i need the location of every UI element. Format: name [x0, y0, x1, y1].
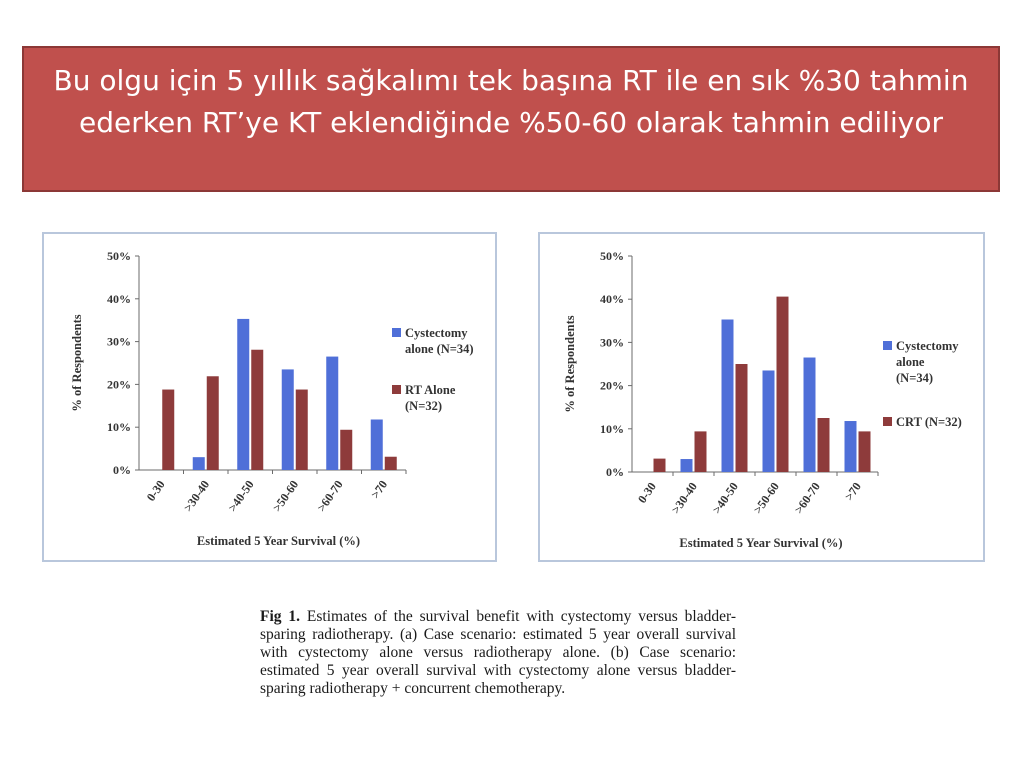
- chart-a-x-axis-label: Estimated 5 Year Survival (%): [196, 534, 361, 548]
- chart-b-legend-label: (N=34): [896, 371, 933, 385]
- chart-b-bar: [859, 431, 871, 472]
- chart-b-x-tick-label: >60-70: [791, 479, 823, 517]
- chart-a-bar: [296, 390, 308, 470]
- chart-b-x-tick-label: >70: [841, 479, 864, 504]
- figure-caption-label: Fig 1.: [260, 608, 301, 625]
- chart-a-bar: [282, 369, 294, 470]
- chart-a-x-tick-label: >50-60: [269, 477, 302, 515]
- chart-a-x-tick-label: >30-40: [180, 477, 213, 515]
- chart-a-bar: [237, 319, 249, 470]
- chart-b-legend-swatch: [883, 417, 892, 426]
- chart-a-y-tick-label: 40%: [107, 291, 131, 306]
- chart-a-x-tick-label: 0-30: [143, 477, 168, 504]
- chart-a-bar: [162, 390, 174, 470]
- chart-b-x-tick-label: >30-40: [668, 479, 700, 517]
- chart-a-x-tick-label: >70: [367, 477, 391, 502]
- chart-a-bar: [371, 419, 383, 470]
- chart-b-bar: [695, 431, 707, 472]
- chart-b-y-tick-label: 40%: [600, 292, 624, 307]
- chart-b-bar: [845, 421, 857, 472]
- chart-b-bar: [804, 358, 816, 472]
- chart-a-bar: [207, 376, 219, 470]
- chart-b-legend-label: CRT (N=32): [896, 415, 962, 429]
- figure-caption: [260, 608, 736, 698]
- chart-b-bar: [763, 370, 775, 472]
- chart-a-bar: [340, 430, 352, 470]
- chart-b-legend-label: alone: [896, 355, 925, 369]
- chart-b-y-tick-label: 10%: [600, 421, 624, 436]
- chart-b-bar: [818, 418, 830, 472]
- chart-b-x-tick-label: 0-30: [634, 479, 659, 506]
- chart-b-bar: [736, 364, 748, 472]
- chart-b-y-tick-label: 20%: [600, 378, 624, 393]
- chart-panel-a: [42, 232, 497, 562]
- chart-a-svg: [44, 234, 499, 564]
- chart-b-x-axis-label: Estimated 5 Year Survival (%): [679, 536, 843, 550]
- chart-b-svg: [540, 234, 987, 564]
- chart-a-bar: [385, 457, 397, 470]
- chart-a-y-tick-label: 20%: [107, 377, 131, 392]
- chart-a-y-axis-label: % of Respondents: [70, 314, 84, 412]
- chart-b-y-tick-label: 50%: [600, 249, 624, 263]
- chart-a-bar: [251, 350, 263, 470]
- chart-a-legend-swatch: [392, 385, 401, 394]
- chart-a-y-tick-label: 0%: [113, 463, 131, 477]
- chart-a-y-tick-label: 10%: [107, 420, 131, 435]
- slide-title: Bu olgu için 5 yıllık sağkalımı tek başına RT ile en sık %30 tahmin ederken RT’ye KT eklendiğinde %50-60 olarak tahmin ediliyor: [53, 64, 969, 139]
- chart-a-legend-label: alone (N=34): [405, 342, 474, 356]
- chart-a-bar: [193, 457, 205, 470]
- chart-b-y-axis-label: % of Respondents: [563, 315, 577, 413]
- chart-b-bar: [681, 459, 693, 472]
- chart-a-x-tick-label: >60-70: [314, 477, 346, 515]
- chart-a-y-tick-label: 30%: [107, 334, 131, 349]
- chart-b-y-tick-label: 0%: [606, 465, 624, 479]
- chart-a-legend-label: RT Alone: [405, 383, 456, 397]
- chart-a-y-tick-label: 50%: [107, 249, 131, 263]
- chart-b-legend-swatch: [883, 341, 892, 350]
- figure-caption-text: Estimates of the survival benefit with cystectomy versus bladder-sparing radiotherapy. (a) Case scenario: estimated 5 year overall survival with cystectomy alone versus radiotherapy alone. (b) Case scenario: estimated 5 year overall survival with cystectomy alone versus bladder-sparing radiotherapy + concurrent chemotherapy.: [260, 608, 737, 697]
- chart-a-legend-label: (N=32): [405, 399, 442, 413]
- chart-b-y-tick-label: 30%: [600, 335, 624, 350]
- chart-a-x-tick-label: >40-50: [225, 477, 257, 515]
- chart-b-bar: [777, 297, 789, 472]
- chart-b-x-tick-label: >40-50: [709, 479, 741, 517]
- chart-b-legend-label: Cystectomy: [896, 339, 959, 353]
- chart-a-bar: [326, 357, 338, 470]
- chart-b-x-tick-label: >50-60: [750, 479, 782, 517]
- chart-a-legend-label: Cystectomy: [405, 326, 468, 340]
- chart-b-bar: [722, 320, 734, 472]
- slide-title-banner: [22, 46, 1000, 192]
- chart-panel-b: [538, 232, 985, 562]
- chart-a-legend-swatch: [392, 328, 401, 337]
- chart-b-bar: [654, 459, 666, 472]
